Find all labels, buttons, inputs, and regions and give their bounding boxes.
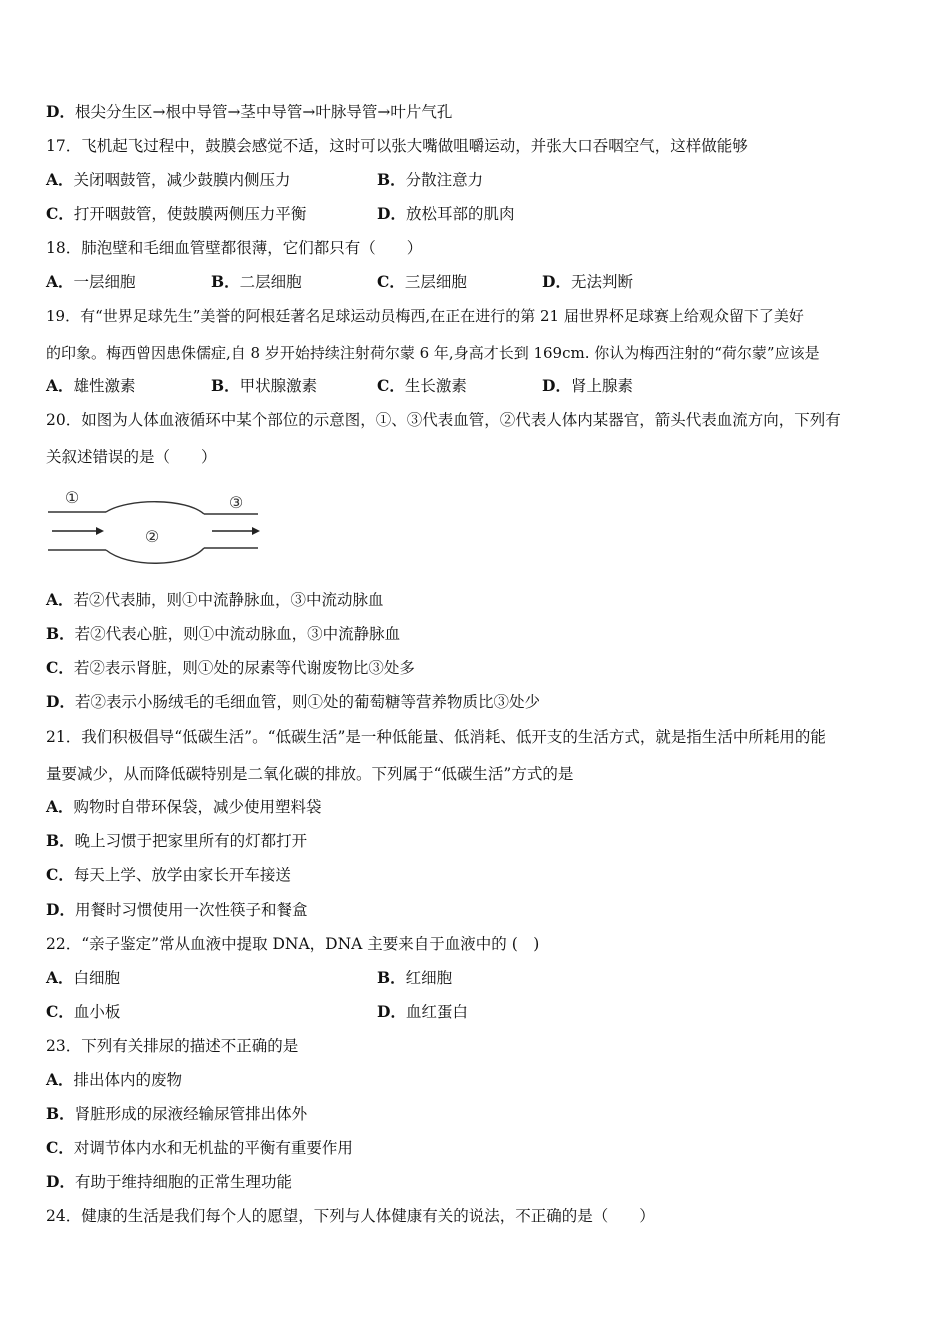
q22-option-b (377, 968, 452, 988)
q21-option-a (46, 797, 322, 817)
option-text: 无法判断 (570, 273, 633, 291)
blood-circulation-diagram (44, 484, 266, 568)
option-text: 分散注意力 (405, 171, 484, 189)
option-key: D． (542, 376, 571, 395)
option-key: B． (46, 831, 75, 850)
q22-option-d (377, 1002, 468, 1022)
option-key: A． (46, 1070, 74, 1089)
option-key: D． (377, 1002, 406, 1021)
option-key: B． (211, 272, 240, 291)
q21-option-d (46, 900, 307, 920)
option-text: 打开咽鼓管，使鼓膜两侧压力平衡 (73, 205, 307, 223)
q23-option-b (46, 1104, 307, 1124)
option-key: D． (46, 102, 75, 121)
q19-option-a (46, 376, 136, 396)
option-key: A． (46, 968, 74, 987)
organ-bottom-outline (106, 548, 204, 563)
q22-stem: 22．“亲子鉴定”常从血液中提取 DNA，DNA 主要来自于血液中的 ( ) (46, 935, 540, 953)
option-text: 血红蛋白 (405, 1003, 468, 1021)
q21-stem-line2: 量要减少，从而降低碳特别是二氧化碳的排放。下列属于“低碳生活”方式的是 (46, 765, 574, 783)
q20-option-a (46, 590, 384, 610)
option-text: 肾上腺素 (570, 377, 633, 395)
option-text: 白细胞 (73, 969, 121, 987)
q19-stem-line2: 的印象。梅西曾因患侏儒症,自 8 岁开始持续注射荷尔蒙 6 年,身高才长到 169cm. 你认为梅西注射的“荷尔蒙”应该是 (46, 344, 820, 362)
option-key: D． (542, 272, 571, 291)
option-text: 关闭咽鼓管，减少鼓膜内侧压力 (73, 171, 291, 189)
diagram-label-3: ③ (228, 493, 244, 512)
option-text: 红细胞 (405, 969, 453, 987)
q23-option-c (46, 1138, 353, 1158)
q17-option-c (46, 204, 306, 224)
option-key: B． (46, 1104, 75, 1123)
option-key: D． (46, 1172, 75, 1191)
option-key: B． (377, 968, 406, 987)
q21-option-c (46, 865, 291, 885)
option-text: 若②代表心脏，则①中流动脉血，③中流静脉血 (74, 625, 401, 643)
option-text: 购物时自带环保袋，减少使用塑料袋 (73, 798, 322, 816)
option-key: B． (211, 376, 240, 395)
q23-option-a (46, 1070, 182, 1090)
option-text: 若②表示肾脏，则①处的尿素等代谢废物比③处多 (73, 659, 415, 677)
option-text: 若②代表肺，则①中流静脉血，③中流动脉血 (73, 591, 384, 609)
q19-option-b (211, 376, 317, 396)
option-text: 排出体内的废物 (73, 1071, 183, 1089)
option-key: A． (46, 272, 74, 291)
option-key: A． (46, 590, 74, 609)
q20-stem-line2: 关叙述错误的是（ ） (46, 448, 217, 466)
q20-option-b (46, 624, 400, 644)
q18-option-c (377, 272, 467, 292)
flow-arrow-out-head (252, 527, 260, 535)
q20-stem-line1: 20．如图为人体血液循环中某个部位的示意图，①、③代表血管，②代表人体内某器官，箭头代表血流方向，下列有 (46, 411, 841, 429)
option-key: B． (377, 170, 406, 189)
q18-stem: 18．肺泡壁和毛细血管壁都很薄，它们都只有（ ） (46, 239, 423, 257)
q22-option-a (46, 968, 120, 988)
q18-option-d (542, 272, 633, 292)
option-key: C． (377, 376, 405, 395)
option-text: 血小板 (73, 1003, 121, 1021)
option-key: D． (46, 692, 75, 711)
option-key: B． (46, 624, 75, 643)
q17-option-d (377, 204, 514, 224)
q19-stem-line1: 19．有“世界足球先生”美誉的阿根廷著名足球运动员梅西,在正在进行的第 21 届世界杯足球赛上给观众留下了美好 (46, 307, 804, 325)
flow-arrow-in-head (96, 527, 104, 535)
q19-option-d (542, 376, 633, 396)
option-text: 若②表示小肠绒毛的毛细血管，则①处的葡萄糖等营养物质比③处少 (74, 693, 540, 711)
option-key: C． (46, 658, 74, 677)
option-key: D． (377, 204, 406, 223)
option-text: 肾脏形成的尿液经输尿管排出体外 (74, 1105, 308, 1123)
option-text: 对调节体内水和无机盐的平衡有重要作用 (73, 1139, 353, 1157)
option-text: 生长激素 (404, 377, 467, 395)
q18-option-a (46, 272, 136, 292)
option-text: 雄性激素 (73, 377, 136, 395)
q21-option-b (46, 831, 307, 851)
q23-option-d (46, 1172, 292, 1192)
option-key: C． (46, 1002, 74, 1021)
q17-stem: 17．飞机起飞过程中，鼓膜会感觉不适，这时可以张大嘴做咀嚼运动，并张大口吞咽空气，这样做能够 (46, 137, 748, 155)
option-text: 三层细胞 (404, 273, 467, 291)
q18-option-b (211, 272, 302, 292)
option-text: 用餐时习惯使用一次性筷子和餐盒 (74, 901, 308, 919)
option-key: C． (46, 204, 74, 223)
option-text: 每天上学、放学由家长开车接送 (73, 866, 291, 884)
option-text: 甲状腺激素 (239, 377, 318, 395)
organ-top-outline (106, 502, 204, 514)
q17-option-a (46, 170, 291, 190)
option-text: 根尖分生区→根中导管→茎中导管→叶脉导管→叶片气孔 (74, 103, 453, 121)
diagram-label-1: ① (64, 488, 80, 507)
q23-stem: 23．下列有关排尿的描述不正确的是 (46, 1037, 299, 1055)
option-key: C． (377, 272, 405, 291)
option-text: 有助于维持细胞的正常生理功能 (74, 1173, 292, 1191)
q19-option-c (377, 376, 467, 396)
option-key: A． (46, 797, 74, 816)
option-key: A． (46, 376, 74, 395)
diagram-label-2: ② (144, 527, 160, 546)
option-text: 晚上习惯于把家里所有的灯都打开 (74, 832, 308, 850)
option-key: D． (46, 900, 75, 919)
q21-stem-line1: 21．我们积极倡导“低碳生活”。“低碳生活”是一种低能量、低消耗、低开支的生活方式，就是指生活中所耗用的能 (46, 728, 826, 746)
option-key: C． (46, 865, 74, 884)
option-key: C． (46, 1138, 74, 1157)
q20-option-d (46, 692, 540, 712)
option-key: A． (46, 170, 74, 189)
q20-option-c (46, 658, 415, 678)
option-text: 二层细胞 (239, 273, 302, 291)
q24-stem: 24．健康的生活是我们每个人的愿望，下列与人体健康有关的说法，不正确的是（ ） (46, 1207, 655, 1225)
q17-option-b (377, 170, 483, 190)
option-text: 放松耳部的肌肉 (405, 205, 515, 223)
option-text: 一层细胞 (73, 273, 136, 291)
q16-option-d (46, 102, 452, 122)
q22-option-c (46, 1002, 120, 1022)
